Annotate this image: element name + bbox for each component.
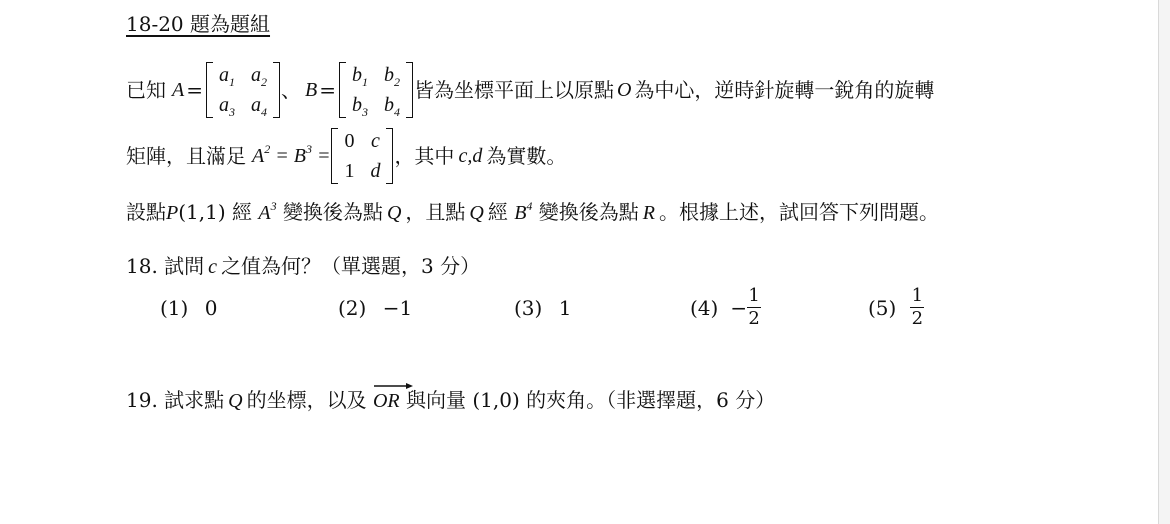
option-sign: − <box>730 295 748 320</box>
option-3[interactable] <box>514 296 571 320</box>
option-4[interactable] <box>690 285 761 330</box>
intro-text: 經 <box>487 200 508 224</box>
intro-text: 為實數。 <box>486 144 567 168</box>
option-value: 0 <box>204 296 218 320</box>
point-q: Q <box>228 390 243 412</box>
option-5[interactable] <box>868 285 924 330</box>
question-18 <box>126 254 480 279</box>
intro-text: (1,1) 經 <box>178 200 252 224</box>
point-p: P <box>166 202 179 224</box>
question-number: 19. <box>126 388 158 412</box>
question-text: 與向量 (1,0) 的夾角。（非選擇題，6 分） <box>406 388 776 412</box>
equals-sign: = <box>186 78 203 102</box>
section-heading: 18-20 題為題組 <box>126 12 271 36</box>
option-value: −1 <box>382 296 413 320</box>
intro-line-2 <box>126 124 566 188</box>
numerator: 1 <box>748 285 760 306</box>
option-label: (5) <box>868 295 897 320</box>
option-label: (1) <box>160 296 189 320</box>
matrix-c-entry: 0 <box>344 130 355 152</box>
intro-text: 設點 <box>126 200 166 224</box>
intro-text: 。根據上述，試回答下列問題。 <box>659 200 939 224</box>
denominator: 2 <box>748 308 760 329</box>
matrix-a-entry: $a_2$ <box>250 64 267 89</box>
option-1[interactable] <box>160 296 217 320</box>
intro-text: 皆為坐標平面上以原點 <box>413 78 614 102</box>
intro-text: 變換後為點 <box>538 200 639 224</box>
matrix-b-entry: $b_4$ <box>383 94 400 119</box>
vector-or <box>373 389 400 413</box>
matrix-b <box>338 60 414 120</box>
point-q: Q <box>469 202 484 224</box>
point-q: Q <box>386 202 402 224</box>
intro-line-3 <box>126 200 939 225</box>
option-label: (3) <box>514 296 543 320</box>
intro-text: 變換後為點 <box>282 200 383 224</box>
question-19 <box>126 388 775 413</box>
intro-line-1 <box>126 58 934 122</box>
matrix-a-entry: $a_1$ <box>218 64 235 89</box>
option-label: (2) <box>338 296 367 320</box>
b-fourth: $B^4$ <box>514 199 533 224</box>
matrix-c-entry: c <box>370 130 380 152</box>
variable-c: c <box>208 256 218 278</box>
numerator: 1 <box>911 285 924 306</box>
option-value: 1 <box>558 296 572 320</box>
question-text: 之值為何？（單選題，3 分） <box>221 254 481 278</box>
question-text: 試求點 <box>164 388 225 412</box>
equals-sign: = <box>319 78 336 102</box>
variables-cd: c,d <box>458 145 483 167</box>
intro-text: 已知 <box>126 78 166 102</box>
matrix-a <box>205 60 281 120</box>
matrix-c-entry: d <box>370 160 381 182</box>
question-number: 18. <box>126 254 158 278</box>
matrix-b-name: B <box>304 79 318 101</box>
intro-text: 矩陣，且滿足 <box>126 144 246 168</box>
intro-text: ，其中 <box>394 144 455 168</box>
matrix-b-entry: $b_1$ <box>351 64 368 89</box>
matrix-a-name: A <box>172 79 185 101</box>
intro-text: 為中心，逆時針旋轉一銳角的旋轉 <box>634 78 935 102</box>
matrix-b-entry: $b_2$ <box>383 64 400 89</box>
vector-label: OR <box>372 390 400 412</box>
option-2[interactable] <box>338 296 412 320</box>
a-cubed: $A^3$ <box>258 199 277 224</box>
matrix-c <box>330 126 394 186</box>
matrix-a-entry: $a_3$ <box>218 94 235 119</box>
denominator: 2 <box>911 308 924 329</box>
matrix-a-entry: $a_4$ <box>250 94 267 119</box>
point-r: R <box>642 202 655 224</box>
intro-text: ，且點 <box>405 200 466 224</box>
option-label: (4) <box>690 295 719 320</box>
vector-arrow-icon <box>373 383 413 389</box>
fraction <box>910 285 924 330</box>
question-text: 試問 <box>164 254 205 278</box>
question-text: 的坐標，以及 <box>246 388 367 412</box>
origin-label: O <box>616 79 632 101</box>
fraction <box>747 285 761 330</box>
separator: 、 <box>280 78 301 102</box>
matrix-b-entry: $b_3$ <box>351 94 368 119</box>
matrix-c-entry: 1 <box>344 160 355 182</box>
equation-a-cubed: $A^2 = B^3$ = <box>252 142 331 167</box>
